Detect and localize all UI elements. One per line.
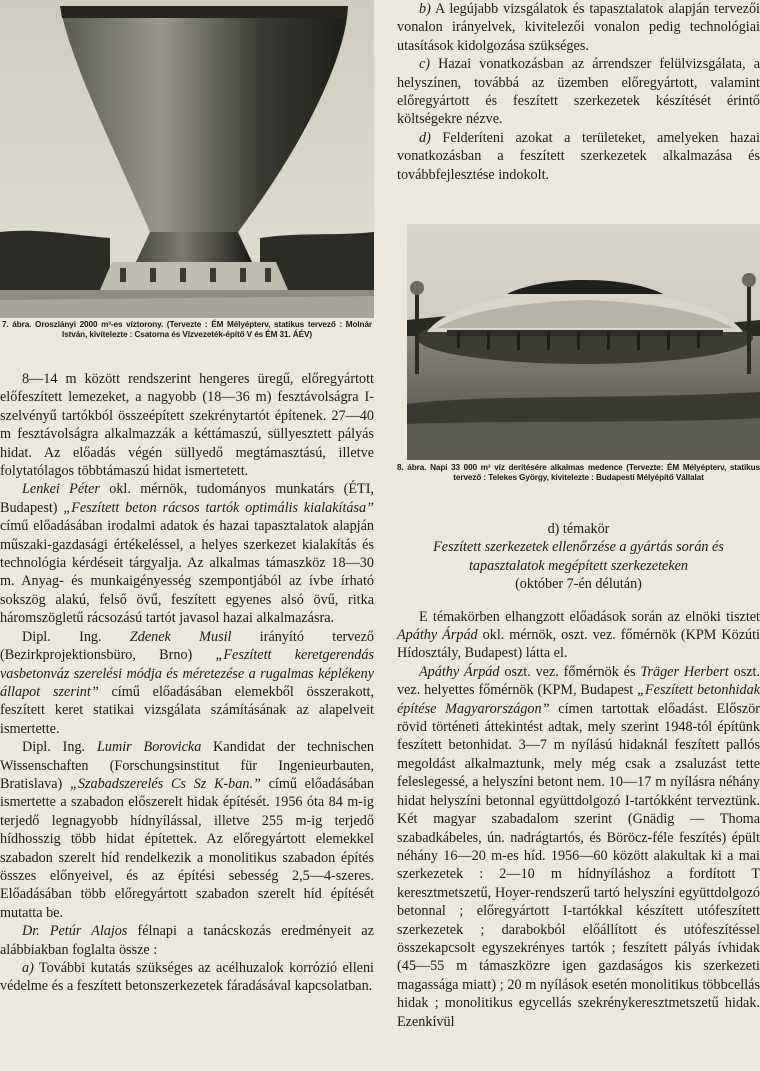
paragraph-text: oszt. vez. főmérnök és — [499, 663, 641, 680]
figure-7-caption: 7. ábra. Oroszlányi 2000 m³-es víztorony. (Tervezte : ÉM Mélyépterv, statikus tervező : Molnár István, kivitelezte : Csatorna és Vízvezeték-építő V és ÉM 31. ÁÉV) — [2, 320, 372, 339]
paragraph — [0, 738, 374, 922]
author-name: Zdenek Musil — [129, 628, 232, 645]
author-name: Lumir Borovicka — [96, 739, 202, 756]
paragraph-text: címen tartottak előadást. Először rövid történeti áttekintést adtak, mely szerint 1948-tól építünk feszített betonhidat. 3—7 m nyílású hidaknál feszített pallós megoldást alkalmaztunk, mely még csak a zsaluzást tette feleslegessé, a helyszíni betont nem. 10—17 m nyílásra néhány hidat helyszíni betonnal együttdolgozó I-tartókként terveztünk. Két magyar szabadalom szerint (Gnädig — Thoma szabadkábeles, ún. nadrágtartós, és Böröcz-féle feszítés) épült néhány 16—20 m-es híd. 1956—60 között alakultak ki a mai szerkezetek : 2—10 m hídnyíláshoz a fordított T keresztmetszetű, Hoyer-rendszerű tartó helyszíni együttdolgozó betonnal ; előregyártott I-tartókkal készített utófeszített szerkezetek ; darabokból előállított és utófeszítéssel összekapcsolt egyszekrényes tartók ; feszített pályás ívhidak (45—55 m támaszközre igen gazdaságos kis szerkezeti magassága miatt) ; 20 m nyílások esetén monolitikus többcellás hidak ; monolitikus egycellás szekrénykeresztmetszetű hidak. Ezenkívül — [397, 700, 760, 1030]
paragraph-text: okl. mérnök, tudományos munkatárs (ÉTI, Budapest) — [0, 481, 374, 516]
lecture-title: „Szabadszerelés Cs Sz K-ban.” — [69, 775, 261, 792]
left-column — [0, 0, 374, 996]
paragraph-text: További kutatás szükséges az acélhuzalok korrózió elleni védelme és a feszített betonszerkezetek fáradásával kapcsolatban. — [0, 960, 374, 995]
paragraph-text: E témakörben elhangzott előadások során az elnöki tisztet — [419, 608, 760, 625]
section-heading: d) témakör — [547, 521, 610, 537]
lecture-title: „Feszített keretgerendás vasbetonváz szerelési módja és méretezése a rugalmas képlékeny állapot szerint” — [0, 647, 375, 700]
lecture-title: „Feszített betonhidak építése Magyarországon” — [397, 682, 760, 717]
list-label: d) — [419, 129, 431, 146]
paragraph-text: című előadásában elemekből összerakott, feszített keret statikai vizsgálata számításának az alapelveit ismertette. — [0, 683, 374, 737]
paragraph-text: Kandidat der technischen Wissenschaften (Forschungsinstitut für Ingenieurbauten, Bratislava) — [0, 739, 375, 792]
clarifier-basin-photo — [407, 224, 760, 460]
section-date: (október 7-én délután) — [515, 576, 642, 593]
author-name: Apáthy Árpád — [419, 663, 500, 680]
list-item — [0, 959, 374, 996]
author-name: Träger Herbert — [640, 663, 729, 680]
list-label: c) — [419, 56, 431, 73]
author-name: Dr. Petúr Alajos — [22, 923, 128, 940]
paragraph-text: Dipl. Ing. — [22, 628, 130, 645]
paragraph — [0, 370, 374, 480]
paragraph — [0, 922, 374, 959]
paragraph-text: Hazai vonatkozásban az árrendszer felülvizsgálata, a helyszínen, továbbá az üzemben előregyártott, valamint előregyártott és feszített szerkezetek készítését érintő költségekre nézve. — [397, 56, 760, 128]
paragraph-text: irányító tervező (Bezirkprojektionsbüro, Brno) — [0, 628, 374, 664]
list-item — [397, 0, 760, 55]
paragraph-text: című előadásában ismertette a szabadon előszerelt hidak építését. 1956 óta 84 m-ig terjedő legnagyobb hídnyílással, illetve 255 m-ig terjedő hídhosszig több hidat építettek. Az előregyártott elemekkel szabadon szerelt híd rendelkezik a monolitikus szabadon építés összes előnyeivel, és az építési sebesség 2,5—4-szeres. Előadásában több előregyártott szabadon szerelt híd építését mutatta be. — [0, 775, 375, 921]
paragraph-text: A legújabb vizsgálatok és tapasztalatok alapján tervezői vonalon irányelvek, kivitelezői vonalon pedig technológiai utasítások kidolgozása szükséges. — [397, 1, 760, 54]
paragraph-text: 8—14 m között rendszerint hengeres üregű, előregyártott előfeszített lemezeket, a nagyobb (18—36 m) fesztávolságra I-szelvényű tartókból összeépített szekrénytartót építenek. 27—40 m fesztávolságra alkalmazzák a kéttámaszú, süllyesztett pályás hidat. Az előadás végén süllyedő megtámasztású, illetve folytatólagos többtámaszú hidat ismertetett. — [0, 371, 374, 480]
paragraph-text: félnapi a tanácskozás eredményeit az alábbiakban foglalta össze : — [0, 923, 374, 958]
paragraph-text: című előadásában irodalmi adatok és hazai tapasztalatok alapján műszaki-gazdasági értékeléssel, a helyes szerkezet kialakítás és technológia kérdéseit tárgyalja. Az alkalmas támaszköz 18—30 m. Anyag- és munkaigényesség szempontjából az ívbe írható sokszög alakú, felső övű, feszített egyenes alsó övű, ritka háromszögletű rácsozású tartót javasol hazai alkalmazásra. — [0, 518, 374, 627]
section-subtitle: Feszített szerkezetek ellenőrzése a gyártás során és tapasztalatok megépített szerkezeteken — [433, 539, 724, 574]
list-label: a) — [22, 960, 34, 976]
figure-8-caption: 8. ábra. Napi 33 000 m³ víz derítésére alkalmas medence (Tervezte: ÉM Mélyépterv, statikus tervező : Telekes György, kivitelezte : Budapesti Mélyépítő Vállalat — [397, 463, 760, 482]
paragraph-text: Felderíteni azokat a területeket, amelyeken hazai vonatkozásban a feszített szerkezetek alkalmazása és továbbfejlesztése indokolt. — [397, 129, 760, 183]
paragraph-text: oszt. vez. helyettes főmérnök (KPM, Budapest — [397, 663, 760, 699]
author-name: Lenkei Péter — [22, 481, 100, 498]
right-column — [397, 0, 760, 1030]
list-item — [397, 129, 760, 184]
paragraph-text: okl. mérnök, oszt. vez. főmérnök (KPM Közúti Hídosztály, Budapest) látta el. — [397, 627, 760, 662]
list-item — [397, 55, 760, 129]
lecture-title: „Feszített beton rácsos tartók optimális kialakítása” — [63, 499, 374, 516]
paragraph — [397, 608, 760, 663]
paragraph — [397, 663, 760, 1031]
paragraph-text: Dipl. Ing. — [22, 739, 97, 756]
list-label: b) — [419, 1, 431, 17]
author-name: Apáthy Árpád — [397, 627, 478, 644]
paragraph — [0, 628, 374, 738]
paragraph — [0, 480, 374, 627]
water-tower-photo — [0, 0, 374, 318]
